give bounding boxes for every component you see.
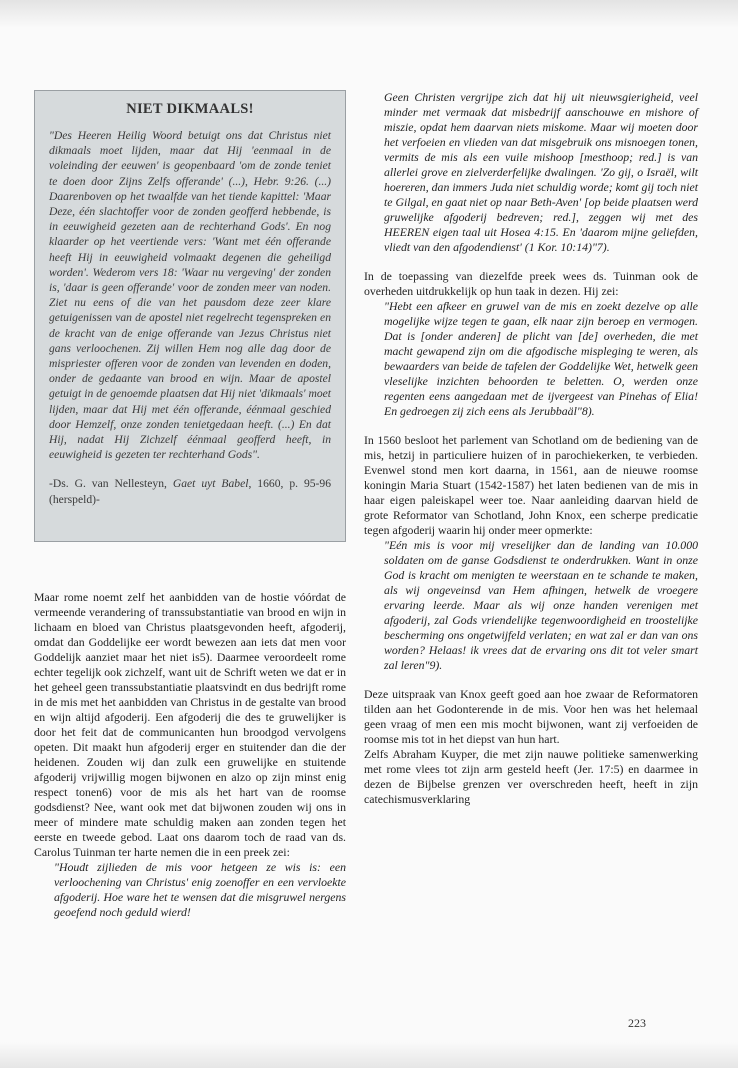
box-source — [49, 476, 331, 507]
source-suffix: , 1660, p. 95-96 (herspeld)- — [49, 477, 331, 506]
paragraph-schotland: In 1560 besloot het parlement van Schotland om de bediening van de mis, hetzij in particuliere huizen of in parochiekerken, te verbieden. Evenwel stond men kort daarna, in 1561, aan de nieuwe roomse koningin Maria Stuart (1542-1587) het laten bedienen van de mis in haar eigen paleiskapel weer toe. Naar aanleiding daarvan hield de grote Reformator van Schotland, John Knox, een scherpe predicatie tegen afgoderij waarin hij onder meer opmerkte: — [364, 433, 698, 537]
quote-tuinman-continued: Geen Christen vergrijpe zich dat hij uit nieuwsgierigheid, veel minder met vermaak dat misbedrijf aanschouwe en mishore of miszie, opdat hem daarvan niets miskome. Maar wij moeten door het verfoeien en vlieden van dat misgebruik ons misnoegen tonen, vermits de mis als een vuile mishoop [mesthoop; red.] is van allerlei grove en zielverderfelijke dwalingen. 'Zo gij, o Israël, wilt hoereren, dan immers Juda niet schuldig worde; komt gij toch niet te Gilgal, en gaat niet op naar Beth-Aven' [op beide plaatsen werd gruwelijke afgoderij bedreven; red.], zeggen wij met des HEEREN eigen taal uit Hosea 4:15. En 'daarom mijne geliefden, vliedt van den afgodendienst' (1 Kor. 10:14)"7). — [384, 90, 698, 254]
scan-shadow-top — [0, 0, 738, 28]
paragraph-rome-hostie: Maar rome noemt zelf het aanbidden van de hostie vóórdat de vermeende verandering of transsubstantiatie van brood en wijn in lichaam en bloed van Christus plaatsgevonden heeft, afgoderij, omdat dan Goddelijke eer wordt bewezen aan iets dat men voor Goddelijk aanziet maar het niet is5). Daarmee veroordeelt rome echter tegelijk ook zichzelf, want uit de Schrift weten we dat er in het geheel geen transsubstantiatie plaatsvindt en dus bedrijft rome in de mis met het aanbidden van Christus in de gestalte van brood en wijn altijd afgoderij. Een afgoderij die des te gruwelijker is door het feit dat de communicanten hun broodgod vervolgens opeten. Dit maakt hun afgoderij erger en stuitender dan die der heidenen. Zouden wij dan zulk een gruwelijke en stuitende afgoderij vrijwillig mogen bijwonen en alzo op zijn minst enig respect tonen6) voor de mis als het hart van de roomse godsdienst? Nee, want ook met dat bijwonen zouden wij ons in meer of mindere mate schuldig maken aan zonden tegen het eerste en tweede gebod. Laat ons daarom toch de raad van ds. Carolus Tuinman ter harte nemen die in een preek zei: — [34, 590, 346, 859]
right-column — [364, 90, 698, 807]
paragraph-knox-uitspraak: Deze uitspraak van Knox geeft goed aan hoe zwaar de Reformatoren tilden aan het Godonterende in de mis. Voor hen was het helemaal geen vraag of men een mis mocht bijwonen, want zij verfoeiden de roomse mis tot in het diepst van hun hart. — [364, 687, 698, 746]
quote-tuinman-1: "Houdt zijlieden de mis voor hetgeen ze wis is: een verloochening van Christus' enig zoenoffer en een vervloekte afgoderij. Hoe ware het te wensen dat die misgruwel nergens geoefend noch geduld wierd! — [54, 860, 346, 919]
left-column — [34, 90, 346, 920]
paragraph-kuyper: Zelfs Abraham Kuyper, die met zijn nauwe politieke samenwerking met rome vlees tot zijn arm gesteld heeft (Jer. 17:5) en daarmee in dezen de Bijbelse grenzen ver overschreden heeft, heeft in zijn catechismusverklaring — [364, 747, 698, 806]
box-quote: "Des Heeren Heilig Woord betuigt ons dat Christus niet dikmaals moet lijden, maar dat Hij 'eenmaal in de voleinding der eeuwen' is geopenbaard 'om de zonde teniet te doen door Zijns Zelfs offerande' (...), Hebr. 9:26. (...) Daarenboven op het twaalfde van het tiende kapittel: 'Maar Deze, één slachtoffer voor de zonden geofferd hebbende, is in eeuwigheid gezeten aan de rechterhand Gods'. En nog klaarder op het veertiende vers: 'Want met één offerande heeft Hij in eeuwigheid volmaakt degenen die geheiligd worden'. Wederom vers 18: 'Waar nu vergeving' der zonden is, 'daar is geen offerande' voor de zonden meer van noden. Ziet nu eens of die van het pausdom deze zeer klare getuigenissen van de apostel niet regelrecht tegenspreken en de kracht van de enige offerande van Jezus Christus niet gans verloochenen. Zij willen Hem nog alle dag door de mispriester offeren voor de zonden van levenden en doden, onder de gedaante van brood en wijn. Maar de apostel getuigt in de genoemde plaatsen dat Hij niet 'dikmaals' moet lijden, maar dat Hij met één offerande, éénmaal geschied door Hemzelf, onze zonden tenietgedaan heeft. (...) En dat Hij, nadat Hij Zichzelf éénmaal geofferd heeft, in eeuwigheid is gezeten ter rechterhand Gods". — [49, 129, 331, 462]
scan-shadow-bottom — [0, 1042, 738, 1068]
source-title: Gaet uyt Babel — [172, 477, 249, 491]
paragraph-tuinman-overheden: In de toepassing van diezelfde preek wees ds. Tuinman ook de overheden uitdrukkelijk op hun taak in dezen. Hij zei: — [364, 269, 698, 298]
sidebar-box — [34, 90, 346, 542]
source-prefix: -Ds. G. van Nellesteyn, — [49, 477, 173, 491]
page-number: 223 — [628, 1016, 646, 1030]
left-body — [34, 590, 346, 920]
quote-tuinman-2: "Hebt een afkeer en gruwel van de mis en zoekt dezelve op alle mogelijke wijze tegen te gaan, elk naar zijn beroep en vermogen. Dat is [onder anderen] de plicht van [de] overheden, die met macht gewapend zijn om die afgodische mispleging te weren, als bewaarders van beide de tafelen der Goddelijke Wet, hetwelk geen vleselijke inzichten behoorden te beletten. O, werden onze regenten eens aangedaan met de ijvergeest van Pinehas of Elia! En gedroegen zij zich eens als Jerubbaäl"8). — [384, 299, 698, 418]
quote-knox: "Eén mis is voor mij vreselijker dan de landing van 10.000 soldaten om de ganse Godsdienst te onderdrukken. Want in onze God is kracht om menigten te weerstaan en te schande te maken, als wij ongeveinsd van Hem afhingen, hetwelk de vroegere ervaring leerde. Maar als wij onze handen verenigen met afgoderij, zal Gods vriendelijke tegenwoordigheid en troostelijke bescherming ons ongetwijfeld verlaten; en wat zal er dan van ons worden? Helaas! ik vrees dat de ervaring ons dit tot veler smart zal leren"9). — [384, 538, 698, 672]
box-title: NIET DIKMAALS! — [126, 101, 254, 117]
